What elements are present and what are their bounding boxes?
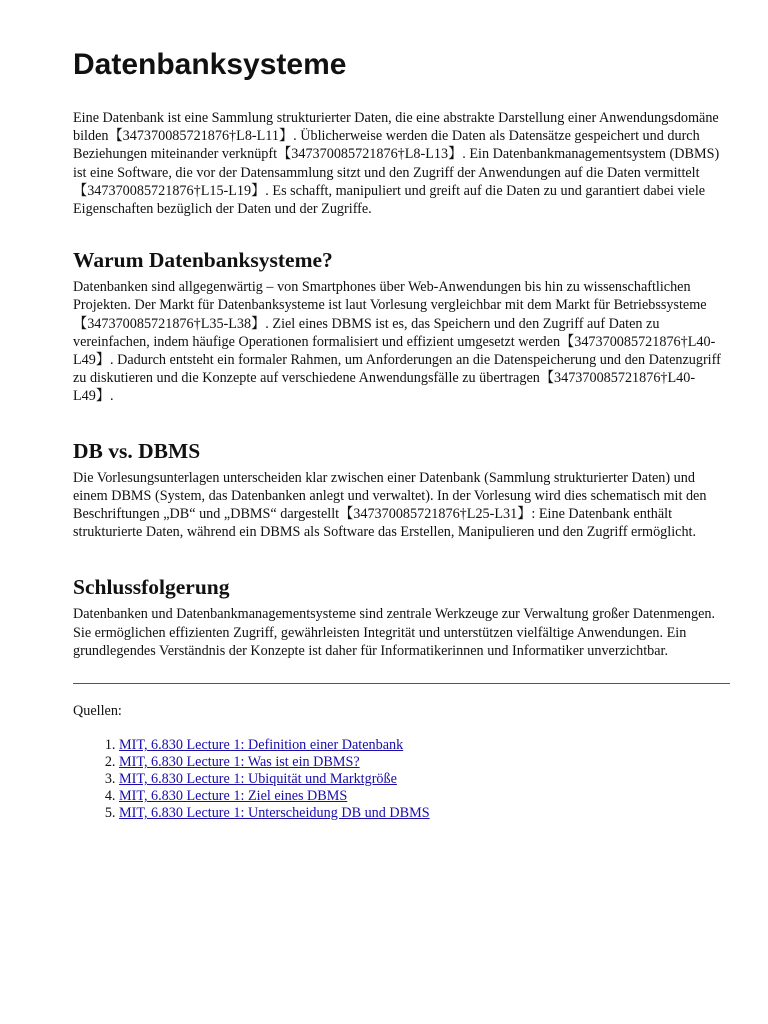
source-link[interactable]: MIT, 6.830 Lecture 1: Was ist ein DBMS? (119, 754, 360, 771)
intro-paragraph: Eine Datenbank ist eine Sammlung strukturierter Daten, die eine abstrakte Darstellung einer Anwendungsdomäne bilden【347370085721876†L8-L11】. Üblicherweise werden die Daten als Datensätze gespeichert und durch Beziehungen miteinander verknüpft【347370085721876†L8-L13】. Ein Datenbankmanagementsystem (DBMS) ist eine Software, die vor der Datensammlung sitzt und den Zugriff der Anwendungen auf die Daten vermittelt【347370085721876†L15-L19】. Es schafft, manipuliert und greift auf die Daten zu und garantiert dabei viele Eigenschaften bezüglich der Daten und der Zugriffe. (73, 110, 720, 218)
source-link[interactable]: MIT, 6.830 Lecture 1: Definition einer Datenbank (119, 737, 404, 754)
list-item (119, 805, 730, 822)
sources-list (73, 737, 730, 822)
list-item (119, 771, 730, 788)
list-item (119, 737, 730, 754)
source-link[interactable]: MIT, 6.830 Lecture 1: Unterscheidung DB und DBMS (119, 805, 430, 822)
source-link[interactable]: MIT, 6.830 Lecture 1: Ziel eines DBMS (119, 788, 348, 805)
page-title: Datenbanksysteme (73, 48, 347, 81)
sources-label: Quellen: (73, 703, 122, 720)
list-item (119, 788, 730, 805)
section-body-schluss: Datenbanken und Datenbankmanagementsysteme sind zentrale Werkzeuge zur Verwaltung großer Datenmengen. Sie ermöglichen effizienten Zugriff, gewährleisten Integrität und unterstützen vielfältige Anwendungen. Ein grundlegendes Verständnis der Konzepte ist daher für Informatikerinnen und Informatiker unverzichtbar. (73, 606, 716, 659)
section-heading-warum: Warum Datenbanksysteme? (73, 248, 333, 273)
section-heading-schluss: Schlussfolgerung (73, 575, 230, 600)
section-body-warum: Datenbanken sind allgegenwärtig – von Smartphones über Web‑Anwendungen bis hin zu wissenschaftlichen Projekten. Der Markt für Datenbanksysteme ist laut Vorlesung vergleichbar mit dem Markt für Betriebssysteme【347370085721876†L35-L38】. Ziel eines DBMS ist es, das Speichern und den Zugriff auf Daten zu vereinfachen, indem häufige Operationen formalisiert und effizient umgesetzt werden【347370085721876†L40-L49】. Dadurch entsteht ein formaler Rahmen, um Anforderungen an die Datenspeicherung und den Datenzugriff zu diskutieren und die Konzepte auf verschiedene Anwendungsfälle zu übertragen【347370085721876†L40-L49】. (73, 279, 721, 405)
list-item (119, 754, 730, 771)
source-link[interactable]: MIT, 6.830 Lecture 1: Ubiquität und Marktgröße (119, 771, 397, 788)
section-body-db-vs-dbms: Die Vorlesungsunterlagen unterscheiden klar zwischen einer Datenbank (Sammlung strukturierter Daten) und einem DBMS (System, das Datenbanken anlegt und verwaltet). In der Vorlesung wird dies schematisch mit den Beschriftungen „DB“ und „DBMS“ dargestellt【347370085721876†L25-L31】: Eine Datenbank enthält strukturierte Daten, während ein DBMS als Software das Erstellen, Manipulieren und den Zugriff ermöglicht. (73, 469, 707, 541)
divider (73, 683, 730, 684)
section-heading-db-vs-dbms: DB vs. DBMS (73, 438, 201, 463)
